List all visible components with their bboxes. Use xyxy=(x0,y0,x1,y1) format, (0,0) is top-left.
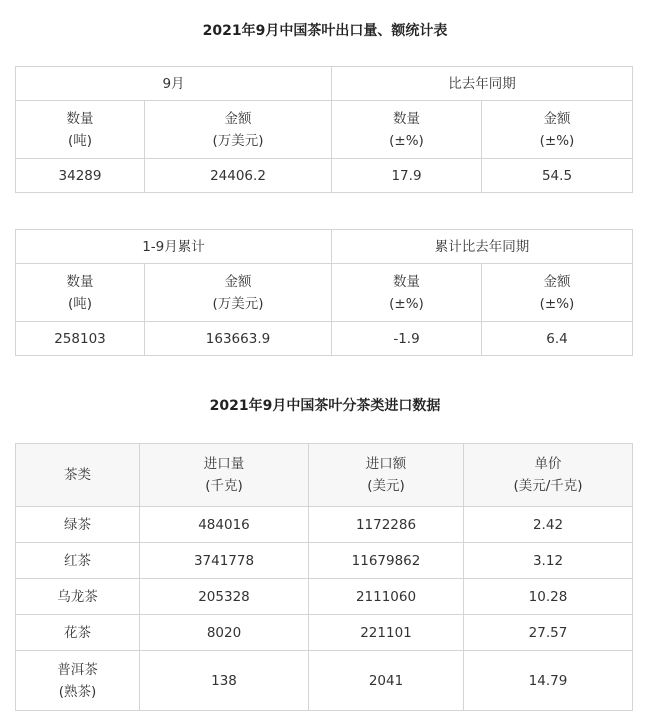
amount-cell: 2111060 xyxy=(309,579,464,615)
header-category: 茶类 xyxy=(16,444,140,507)
header-import-amount: 进口额 (美元) xyxy=(309,444,464,507)
export-table-title: 2021年9月中国茶叶出口量、额统计表 xyxy=(202,23,448,39)
import-table-title: 2021年9月中国茶叶分茶类进口数据 xyxy=(209,398,441,414)
monthly-export-table xyxy=(15,66,633,193)
header-amount: 金额 (万美元) xyxy=(145,264,332,322)
value-amount: 163663.9 xyxy=(145,322,332,356)
price-cell: 3.12 xyxy=(464,543,633,579)
header-amount-change: 金额 (±%) xyxy=(482,264,633,322)
header-quantity-change: 数量 (±%) xyxy=(332,264,482,322)
header-unit-price: 单价 (美元/千克) xyxy=(464,444,633,507)
table-row xyxy=(16,507,633,543)
table-row xyxy=(16,543,633,579)
category-cell: 普洱茶 (熟茶) xyxy=(16,651,140,711)
price-cell: 2.42 xyxy=(464,507,633,543)
value-amount-change: 6.4 xyxy=(482,322,633,356)
header-quantity: 数量 (吨) xyxy=(16,101,145,159)
qty-cell: 205328 xyxy=(140,579,309,615)
header-amount-change: 金额 (±%) xyxy=(482,101,633,159)
qty-cell: 138 xyxy=(140,651,309,711)
group-header-cumulative-yoy: 累计比去年同期 xyxy=(332,230,633,264)
value-quantity-change: -1.9 xyxy=(332,322,482,356)
category-cell: 乌龙茶 xyxy=(16,579,140,615)
group-header-cumulative: 1-9月累计 xyxy=(16,230,332,264)
price-cell: 27.57 xyxy=(464,615,633,651)
table-row xyxy=(16,579,633,615)
category-cell: 花茶 xyxy=(16,615,140,651)
value-quantity-change: 17.9 xyxy=(332,159,482,193)
group-header-month: 9月 xyxy=(16,67,332,101)
header-amount: 金额 (万美元) xyxy=(145,101,332,159)
header-quantity: 数量 (吨) xyxy=(16,264,145,322)
qty-cell: 484016 xyxy=(140,507,309,543)
amount-cell: 2041 xyxy=(309,651,464,711)
qty-cell: 8020 xyxy=(140,615,309,651)
group-header-yoy: 比去年同期 xyxy=(332,67,633,101)
value-quantity: 258103 xyxy=(16,322,145,356)
import-by-category-table xyxy=(15,443,633,711)
header-quantity-change: 数量 (±%) xyxy=(332,101,482,159)
category-cell: 红茶 xyxy=(16,543,140,579)
value-amount: 24406.2 xyxy=(145,159,332,193)
category-cell: 绿茶 xyxy=(16,507,140,543)
value-quantity: 34289 xyxy=(16,159,145,193)
price-cell: 14.79 xyxy=(464,651,633,711)
qty-cell: 3741778 xyxy=(140,543,309,579)
header-import-qty: 进口量 (千克) xyxy=(140,444,309,507)
cumulative-export-table xyxy=(15,229,633,356)
price-cell: 10.28 xyxy=(464,579,633,615)
amount-cell: 1172286 xyxy=(309,507,464,543)
table-row xyxy=(16,651,633,711)
value-amount-change: 54.5 xyxy=(482,159,633,193)
amount-cell: 11679862 xyxy=(309,543,464,579)
table-row xyxy=(16,615,633,651)
amount-cell: 221101 xyxy=(309,615,464,651)
